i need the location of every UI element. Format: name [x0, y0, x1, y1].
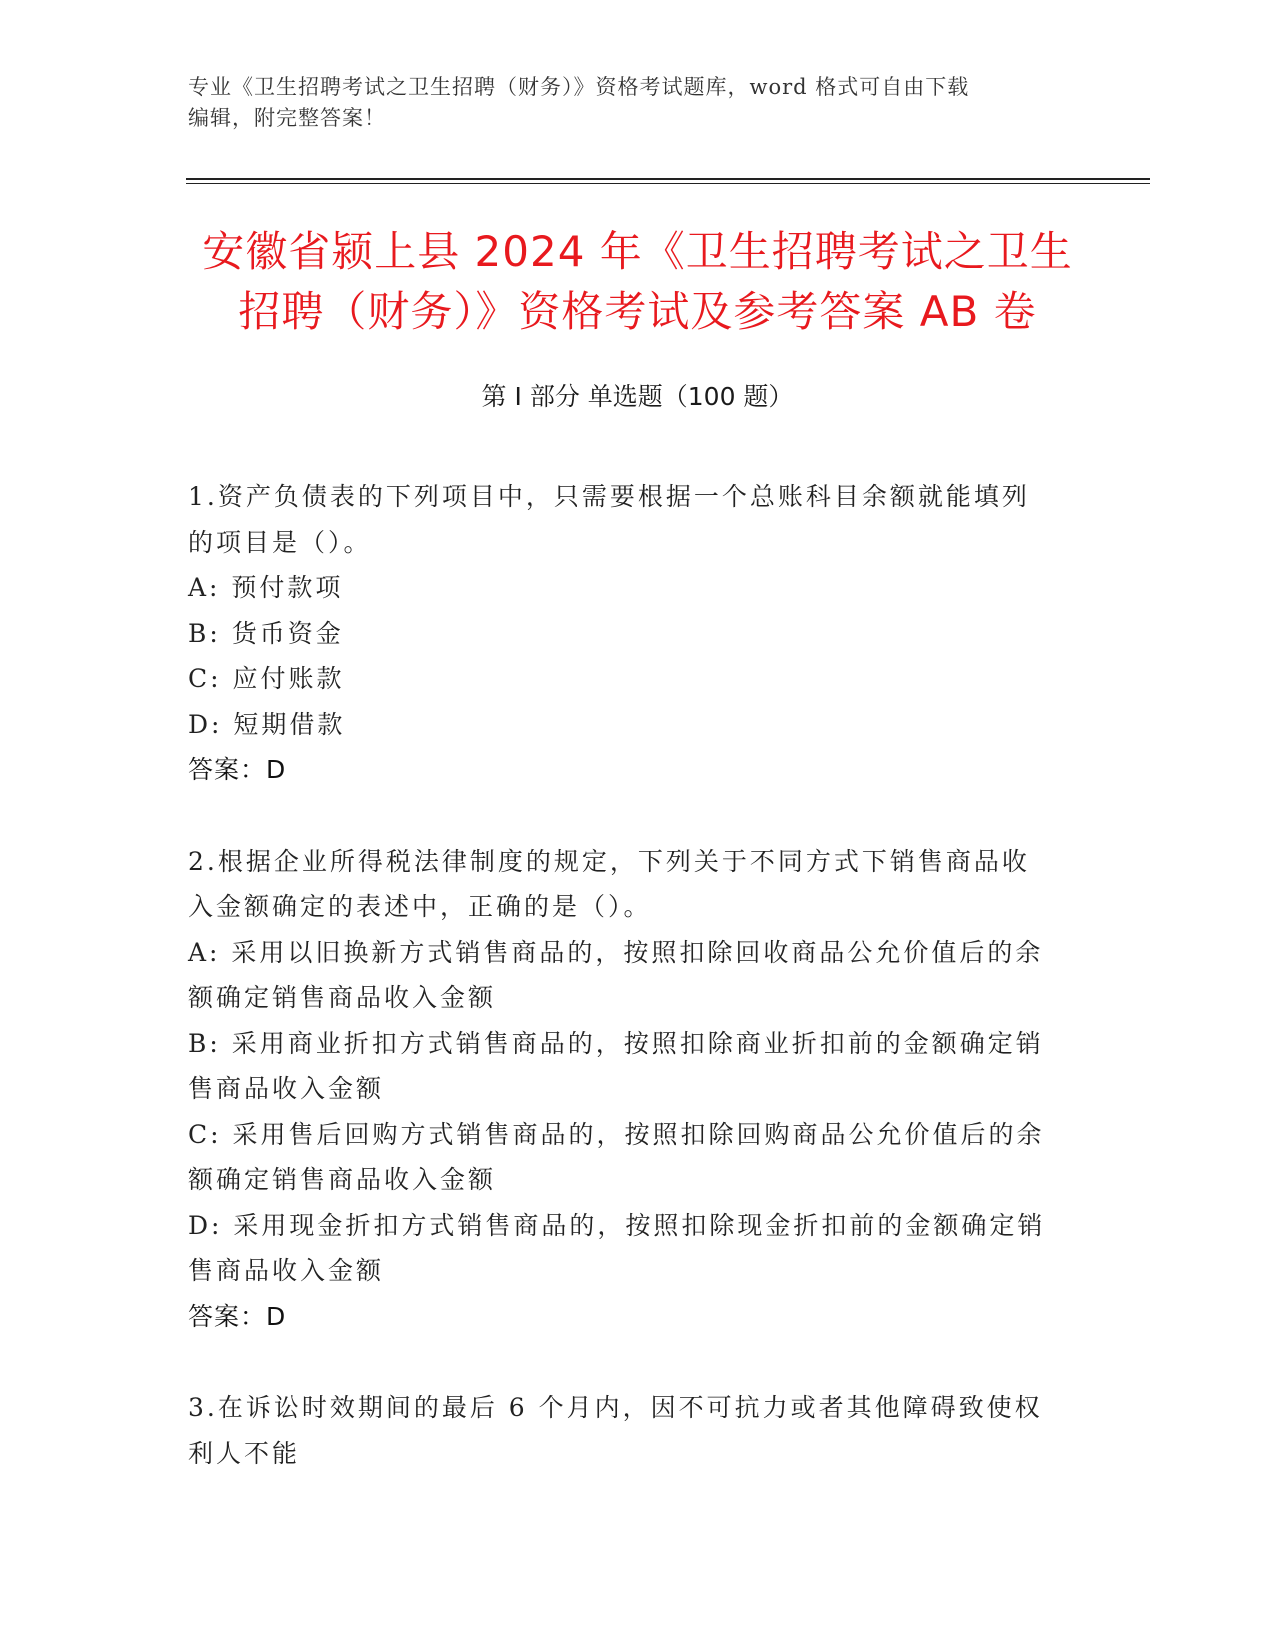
header-note: [188, 72, 1088, 134]
question-stem-line: 3.在诉讼时效期间的最后 6 个月内，因不可抗力或者其他障碍致使权: [188, 1393, 1043, 1422]
option-c: C: 应付账款: [188, 664, 345, 693]
question-2: [188, 839, 1088, 1340]
header-divider-thin: [186, 183, 1150, 184]
answer-label: 答案：D: [188, 755, 287, 784]
option-d: D: 短期借款: [188, 709, 346, 739]
question-stem-line: 2.根据企业所得税法律制度的规定，下列关于不同方式下销售商品收: [188, 846, 1030, 876]
option-d: D: 采用现金折扣方式销售商品的，按照扣除现金折扣前的金额确定销: [188, 1210, 1046, 1240]
question-3: [188, 1385, 1088, 1476]
option-b: B: 货币资金: [188, 618, 344, 648]
header-note-line: 编辑，附完整答案！: [188, 106, 386, 130]
header-note-line: 专业《卫生招聘考试之卫生招聘（财务）》资格考试题库，word 格式可自由下载: [188, 75, 970, 99]
option-b: B: 采用商业折扣方式销售商品的，按照扣除商业折扣前的金额确定销: [188, 1028, 1044, 1058]
option-d-continued: 售商品收入金额: [188, 1256, 385, 1285]
header-divider-thick: [186, 178, 1150, 180]
title-line: 招聘（财务）》资格考试及参考答案 AB 卷: [238, 287, 1037, 336]
question-stem-line: 的项目是（）。: [188, 527, 372, 557]
option-b-continued: 售商品收入金额: [188, 1074, 385, 1103]
option-c: C: 采用售后回购方式销售商品的，按照扣除回购商品公允价值后的余: [188, 1119, 1045, 1149]
question-stem-line: 1.资产负债表的下列项目中，只需要根据一个总账科目余额就能填列: [188, 482, 1030, 511]
section-heading: 第 I 部分 单选题（100 题）: [481, 382, 794, 411]
question-stem-line: 利人不能: [188, 1438, 301, 1468]
question-1: [188, 474, 1088, 793]
option-a-continued: 额确定销售商品收入金额: [188, 983, 497, 1012]
option-c-continued: 额确定销售商品收入金额: [188, 1165, 497, 1194]
option-a: A: 预付款项: [188, 573, 344, 602]
title-line: 安徽省颍上县 2024 年《卫生招聘考试之卫生: [202, 227, 1073, 276]
option-a: A: 采用以旧换新方式销售商品的，按照扣除回收商品公允价值后的余: [188, 937, 1044, 967]
answer-label: 答案：D: [188, 1301, 287, 1331]
question-list: [188, 474, 1088, 1522]
question-stem-line: 入金额确定的表述中，正确的是（）。: [188, 892, 652, 921]
document-title: [160, 222, 1115, 342]
